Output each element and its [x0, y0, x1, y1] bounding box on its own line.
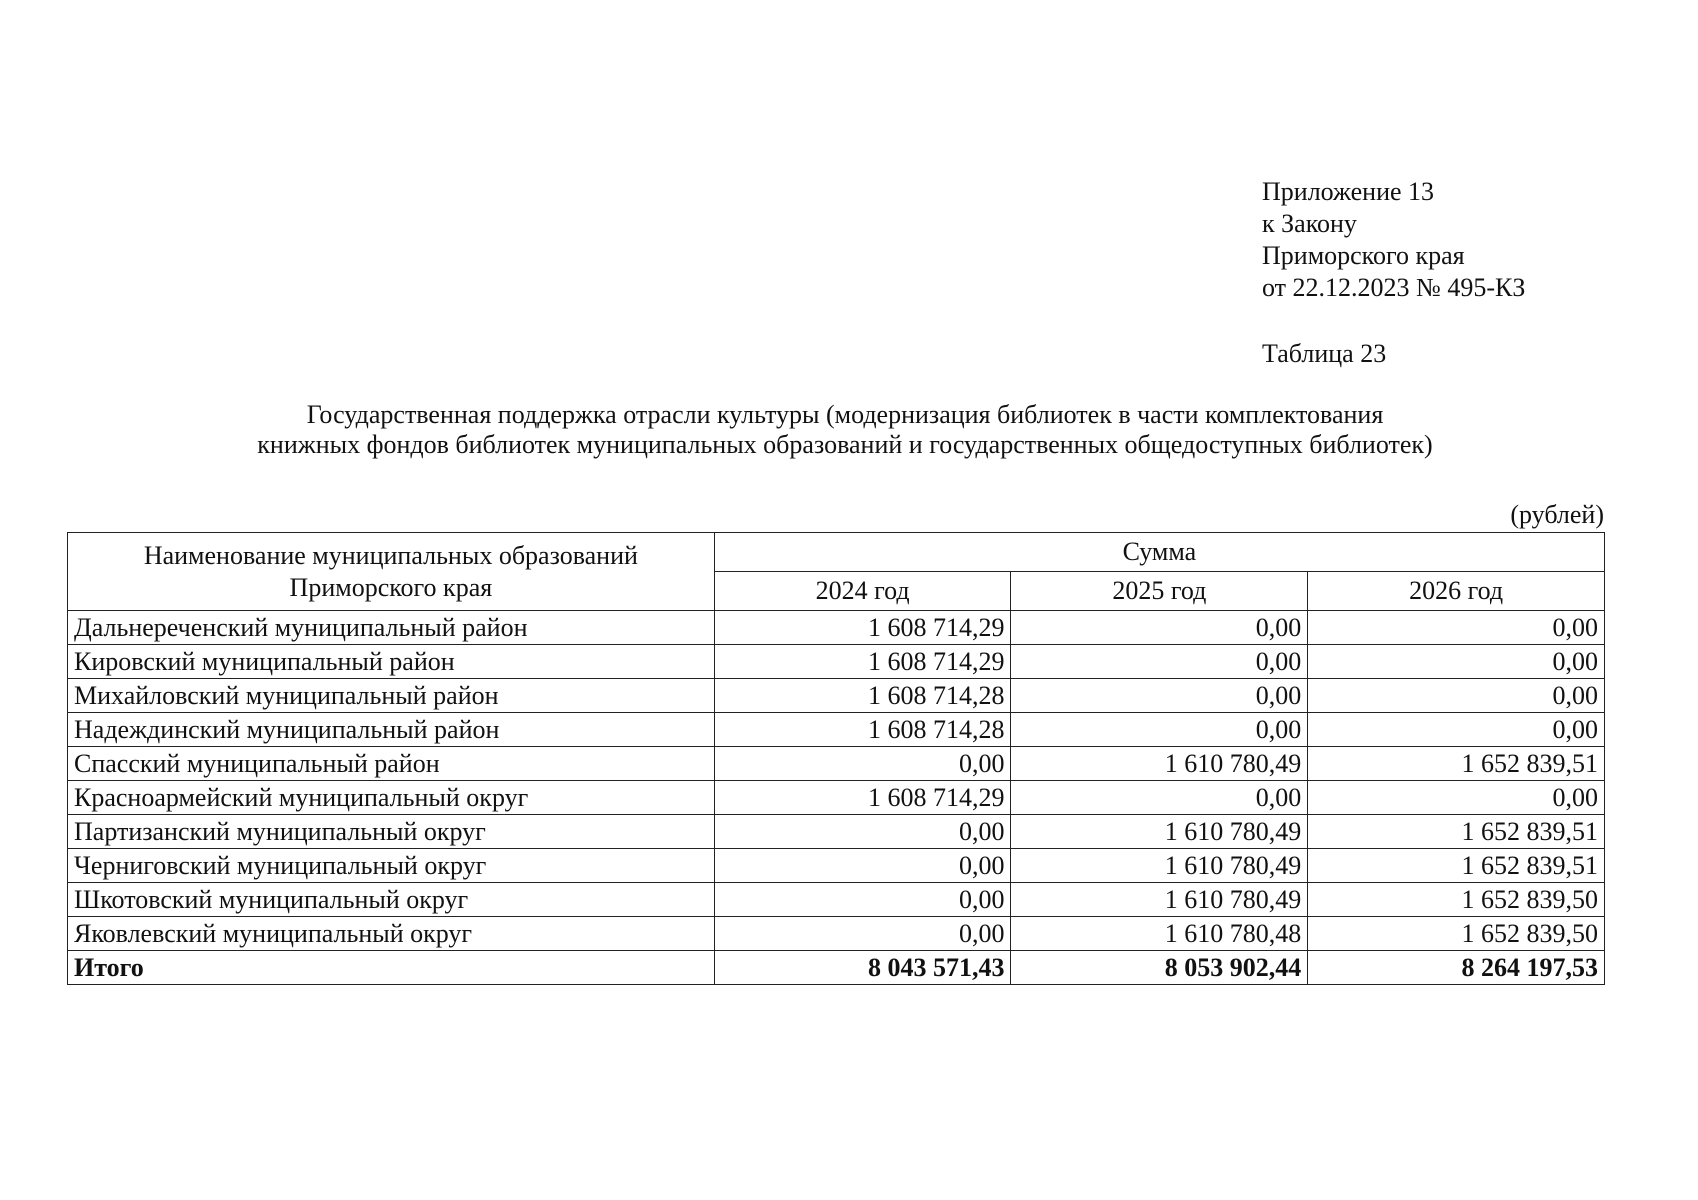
value-2025-cell: 0,00: [1011, 645, 1308, 679]
appendix-line: Приморского края: [1262, 241, 1465, 270]
value-2024-cell: 0,00: [714, 883, 1011, 917]
table-number: Таблица 23: [1262, 339, 1387, 368]
table-body: [68, 611, 1605, 985]
unit-label: (рублей): [1510, 500, 1604, 529]
municipality-cell: Партизанский муниципальный округ: [68, 815, 715, 849]
value-2025-cell: 1 610 780,48: [1011, 917, 1308, 951]
header-name-line: Наименование муниципальных образований: [143, 540, 638, 570]
municipality-cell: Надеждинский муниципальный район: [68, 713, 715, 747]
municipality-cell: Спасский муниципальный район: [68, 747, 715, 781]
municipality-cell: Дальнереченский муниципальный район: [68, 611, 715, 645]
total-row: [68, 951, 1605, 985]
value-2024-cell: 0,00: [714, 747, 1011, 781]
table-row: [68, 917, 1605, 951]
table-row: [68, 713, 1605, 747]
funding-table: [67, 532, 1605, 985]
table-row: [68, 645, 1605, 679]
value-2026-cell: 0,00: [1308, 679, 1605, 713]
value-2024-cell: 0,00: [714, 849, 1011, 883]
value-2026-cell: 1 652 839,51: [1308, 815, 1605, 849]
table-row: [68, 781, 1605, 815]
table-row: [68, 679, 1605, 713]
value-2026-cell: 8 264 197,53: [1308, 951, 1605, 985]
value-2025-cell: 1 610 780,49: [1011, 815, 1308, 849]
value-2024-cell: 8 043 571,43: [714, 951, 1011, 985]
appendix-line: Приложение 13: [1262, 177, 1435, 206]
value-2026-cell: 0,00: [1308, 611, 1605, 645]
municipality-cell: Кировский муниципальный район: [68, 645, 715, 679]
value-2026-cell: 1 652 839,51: [1308, 849, 1605, 883]
municipality-cell: Черниговский муниципальный округ: [68, 849, 715, 883]
value-2026-cell: 1 652 839,50: [1308, 883, 1605, 917]
table-row: [68, 815, 1605, 849]
value-2026-cell: 0,00: [1308, 781, 1605, 815]
value-2025-cell: 0,00: [1011, 611, 1308, 645]
value-2024-cell: 1 608 714,29: [714, 611, 1011, 645]
value-2024-cell: 0,00: [714, 815, 1011, 849]
title-line: книжных фондов библиотек муниципальных образований и государственных общедоступных библиотек): [257, 430, 1433, 459]
header-year-2025: 2025 год: [1011, 572, 1308, 611]
header-sum: Сумма: [714, 533, 1604, 572]
municipality-cell: Яковлевский муниципальный округ: [68, 917, 715, 951]
value-2024-cell: 1 608 714,28: [714, 713, 1011, 747]
value-2025-cell: 0,00: [1011, 679, 1308, 713]
title-line: Государственная поддержка отрасли культуры (модернизация библиотек в части комплектования: [306, 400, 1384, 429]
value-2026-cell: 1 652 839,50: [1308, 917, 1605, 951]
value-2025-cell: 8 053 902,44: [1011, 951, 1308, 985]
municipality-cell: Красноармейский муниципальный округ: [68, 781, 715, 815]
table-row: [68, 849, 1605, 883]
municipality-cell: Михайловский муниципальный район: [68, 679, 715, 713]
value-2026-cell: 0,00: [1308, 645, 1605, 679]
value-2024-cell: 1 608 714,28: [714, 679, 1011, 713]
municipality-cell: Шкотовский муниципальный округ: [68, 883, 715, 917]
appendix-reference: [1262, 176, 1525, 304]
value-2025-cell: 1 610 780,49: [1011, 883, 1308, 917]
appendix-line: от 22.12.2023 № 495-КЗ: [1262, 273, 1526, 302]
value-2025-cell: 0,00: [1011, 781, 1308, 815]
document-title: [80, 400, 1610, 460]
value-2025-cell: 1 610 780,49: [1011, 849, 1308, 883]
value-2026-cell: 1 652 839,51: [1308, 747, 1605, 781]
value-2024-cell: 1 608 714,29: [714, 645, 1011, 679]
value-2024-cell: 1 608 714,29: [714, 781, 1011, 815]
table-row: [68, 611, 1605, 645]
header-name-line: Приморского края: [289, 572, 493, 602]
value-2026-cell: 0,00: [1308, 713, 1605, 747]
value-2025-cell: 0,00: [1011, 713, 1308, 747]
value-2024-cell: 0,00: [714, 917, 1011, 951]
value-2025-cell: 1 610 780,49: [1011, 747, 1308, 781]
header-year-2026: 2026 год: [1308, 572, 1605, 611]
appendix-line: к Закону: [1262, 209, 1357, 238]
municipality-cell: Итого: [68, 951, 715, 985]
header-municipality: [68, 533, 715, 611]
table-row: [68, 747, 1605, 781]
table-row: [68, 883, 1605, 917]
header-year-2024: 2024 год: [714, 572, 1011, 611]
